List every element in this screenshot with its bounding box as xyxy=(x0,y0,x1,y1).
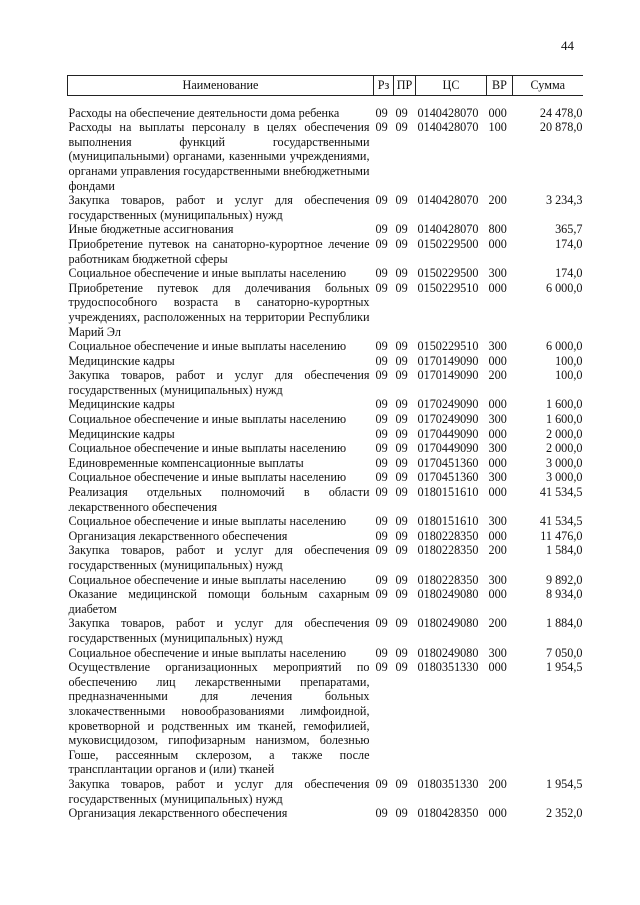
row-pr: 09 xyxy=(395,776,408,791)
row-vr: 300 xyxy=(488,339,507,354)
row-rz: 09 xyxy=(375,514,388,529)
row-cs: 0140428070 xyxy=(417,193,479,208)
row-vr: 300 xyxy=(488,441,507,456)
row-name: Социальное обеспечение и иные выплаты населению xyxy=(68,441,347,456)
row-rz: 09 xyxy=(375,397,388,412)
table-row xyxy=(68,806,583,821)
row-pr: 09 xyxy=(395,616,408,631)
row-name: Медицинские кадры xyxy=(68,397,175,412)
row-pr: 09 xyxy=(395,353,408,368)
table-row xyxy=(68,120,583,193)
row-cs: 0180249080 xyxy=(417,645,479,660)
row-vr: 000 xyxy=(488,236,507,251)
row-sum: 3 234,3 xyxy=(545,193,583,208)
row-cs: 0180428350 xyxy=(417,806,479,821)
row-pr: 09 xyxy=(395,426,408,441)
row-name: Закупка товаров, работ и услуг для обеспечения государственных (муниципальных) нужд xyxy=(68,776,370,806)
row-name: Реализация отдельных полномочий в области лекарственного обеспечения xyxy=(68,485,370,514)
row-name: Закупка товаров, работ и услуг для обеспечения государственных (муниципальных) нужд xyxy=(68,616,370,645)
row-rz: 09 xyxy=(375,543,388,558)
row-vr: 300 xyxy=(488,572,507,587)
row-sum: 1 884,0 xyxy=(545,616,583,631)
row-vr: 200 xyxy=(488,193,507,208)
row-pr: 09 xyxy=(395,441,408,456)
row-name: Социальное обеспечение и иные выплаты населению xyxy=(68,339,347,354)
table-row xyxy=(68,485,583,514)
row-vr: 300 xyxy=(488,266,507,281)
row-vr: 000 xyxy=(488,105,507,120)
row-vr: 100 xyxy=(488,120,507,135)
row-cs: 0170149090 xyxy=(417,353,479,368)
row-rz: 09 xyxy=(375,236,388,251)
row-sum: 365,7 xyxy=(555,222,583,237)
row-vr: 000 xyxy=(488,528,507,543)
row-cs: 0170149090 xyxy=(417,368,479,383)
row-cs: 0180228350 xyxy=(417,572,479,587)
row-pr: 09 xyxy=(395,528,408,543)
row-cs: 0180151610 xyxy=(417,485,479,500)
row-sum: 24 478,0 xyxy=(539,105,583,120)
row-cs: 0170249090 xyxy=(417,397,479,412)
row-sum: 3 000,0 xyxy=(545,455,583,470)
row-sum: 2 352,0 xyxy=(545,806,583,821)
row-sum: 8 934,0 xyxy=(545,587,583,602)
row-sum: 11 476,0 xyxy=(540,528,583,543)
row-rz: 09 xyxy=(375,485,388,500)
table-row xyxy=(68,106,583,121)
row-name: Единовременные компенсационные выплаты xyxy=(68,455,304,470)
row-pr: 09 xyxy=(395,266,408,281)
row-vr: 300 xyxy=(488,645,507,660)
table-row xyxy=(68,193,583,222)
row-vr: 000 xyxy=(488,485,507,500)
header-rz: Рз xyxy=(374,76,394,96)
budget-table xyxy=(67,75,583,821)
row-vr: 000 xyxy=(488,397,507,412)
row-cs: 0170249090 xyxy=(417,412,479,427)
row-cs: 0180151610 xyxy=(417,514,479,529)
row-sum: 6 000,0 xyxy=(545,280,583,295)
row-cs: 0150229510 xyxy=(417,280,479,295)
row-name: Социальное обеспечение и иные выплаты населению xyxy=(68,266,347,281)
row-name: Закупка товаров, работ и услуг для обеспечения государственных (муниципальных) нужд xyxy=(68,193,370,222)
row-sum: 1 600,0 xyxy=(545,397,583,412)
row-vr: 800 xyxy=(488,222,507,237)
row-name: Медицинские кадры xyxy=(68,353,175,368)
row-cs: 0170449090 xyxy=(417,441,479,456)
row-name: Иные бюджетные ассигнования xyxy=(68,222,234,237)
row-pr: 09 xyxy=(395,806,408,821)
table-row xyxy=(68,339,583,354)
row-rz: 09 xyxy=(375,645,388,660)
header-sum: Сумма xyxy=(513,76,583,96)
row-name: Социальное обеспечение и иные выплаты населению xyxy=(68,514,347,529)
row-rz: 09 xyxy=(375,455,388,470)
table-row xyxy=(68,777,583,806)
header-pr: ПР xyxy=(394,76,416,96)
row-rz: 09 xyxy=(375,572,388,587)
row-pr: 09 xyxy=(395,280,408,295)
table-row xyxy=(68,587,583,616)
row-cs: 0140428070 xyxy=(417,222,479,237)
table-row xyxy=(68,281,583,339)
row-sum: 6 000,0 xyxy=(545,339,583,354)
table-row xyxy=(68,441,583,456)
row-cs: 0170449090 xyxy=(417,426,479,441)
row-cs: 0150229510 xyxy=(417,339,479,354)
row-vr: 000 xyxy=(488,587,507,602)
header-name: Наименование xyxy=(68,76,374,96)
row-rz: 09 xyxy=(375,105,388,120)
row-pr: 09 xyxy=(395,339,408,354)
row-sum: 41 534,5 xyxy=(539,485,583,500)
row-name: Приобретение путевок на санаторно-курортное лечение работникам бюджетной сферы xyxy=(68,236,370,266)
row-sum: 7 050,0 xyxy=(545,645,583,660)
row-cs: 0180249080 xyxy=(417,616,479,631)
row-vr: 200 xyxy=(488,776,507,791)
row-pr: 09 xyxy=(395,470,408,485)
row-rz: 09 xyxy=(375,426,388,441)
row-sum: 1 584,0 xyxy=(545,543,583,558)
row-name: Оказание медицинской помощи больным сахарным диабетом xyxy=(68,587,370,616)
table-row xyxy=(68,427,583,442)
row-pr: 09 xyxy=(395,587,408,602)
row-rz: 09 xyxy=(375,470,388,485)
row-name: Социальное обеспечение и иные выплаты населению xyxy=(68,645,347,660)
row-name: Организация лекарственного обеспечения xyxy=(68,528,288,543)
table-row xyxy=(68,543,583,572)
row-vr: 000 xyxy=(488,280,507,295)
row-sum: 100,0 xyxy=(555,353,583,368)
row-vr: 000 xyxy=(488,353,507,368)
row-pr: 09 xyxy=(395,105,408,120)
row-name: Социальное обеспечение и иные выплаты населению xyxy=(68,572,347,587)
row-cs: 0180228350 xyxy=(417,528,479,543)
row-name: Социальное обеспечение и иные выплаты населению xyxy=(68,470,347,485)
row-pr: 09 xyxy=(395,193,408,208)
row-rz: 09 xyxy=(375,806,388,821)
row-pr: 09 xyxy=(395,543,408,558)
table-body xyxy=(68,95,583,821)
row-name: Осуществление организационных мероприятий по обеспечению лиц лекарственными препаратами, предназначенными для лечения больных злокачественными новообразованиями лимфоидной, кроветворной и родственных им тканей, гемофилией, муковисцидозом, гипофизарным нанизмом, болезнью Гоше, рассеянным склерозом, а также после трансплантации органов и (или) тканей xyxy=(68,660,370,777)
row-cs: 0150229500 xyxy=(417,266,479,281)
row-vr: 200 xyxy=(488,368,507,383)
row-cs: 0150229500 xyxy=(417,236,479,251)
row-rz: 09 xyxy=(375,776,388,791)
row-sum: 174,0 xyxy=(555,236,583,251)
row-rz: 09 xyxy=(375,353,388,368)
row-rz: 09 xyxy=(375,616,388,631)
row-vr: 200 xyxy=(488,543,507,558)
row-pr: 09 xyxy=(395,660,408,675)
row-vr: 300 xyxy=(488,470,507,485)
row-sum: 3 000,0 xyxy=(545,470,583,485)
row-pr: 09 xyxy=(395,397,408,412)
row-name: Закупка товаров, работ и услуг для обеспечения государственных (муниципальных) нужд xyxy=(68,543,370,572)
header-cs: ЦС xyxy=(416,76,487,96)
table-row xyxy=(68,616,583,645)
row-name: Расходы на обеспечение деятельности дома ребенка xyxy=(68,105,340,120)
table-header xyxy=(68,76,583,96)
row-rz: 09 xyxy=(375,280,388,295)
row-vr: 200 xyxy=(488,616,507,631)
row-cs: 0170451360 xyxy=(417,455,479,470)
row-pr: 09 xyxy=(395,455,408,470)
row-sum: 174,0 xyxy=(555,266,583,281)
row-pr: 09 xyxy=(395,645,408,660)
row-cs: 0180228350 xyxy=(417,543,479,558)
table-row xyxy=(68,397,583,412)
row-rz: 09 xyxy=(375,222,388,237)
row-pr: 09 xyxy=(395,120,408,135)
table-row xyxy=(68,412,583,427)
page-number: 44 xyxy=(561,38,574,53)
table-row xyxy=(68,266,583,281)
row-sum: 100,0 xyxy=(555,368,583,383)
row-name: Организация лекарственного обеспечения xyxy=(68,806,288,821)
row-sum: 2 000,0 xyxy=(545,426,583,441)
row-rz: 09 xyxy=(375,339,388,354)
row-rz: 09 xyxy=(375,120,388,135)
row-cs: 0170451360 xyxy=(417,470,479,485)
row-vr: 000 xyxy=(488,426,507,441)
table-row xyxy=(68,222,583,237)
row-vr: 000 xyxy=(488,455,507,470)
row-rz: 09 xyxy=(375,368,388,383)
row-name: Закупка товаров, работ и услуг для обеспечения государственных (муниципальных) нужд xyxy=(68,368,370,397)
row-rz: 09 xyxy=(375,412,388,427)
row-pr: 09 xyxy=(395,368,408,383)
row-cs: 0140428070 xyxy=(417,105,479,120)
row-vr: 300 xyxy=(488,514,507,529)
row-rz: 09 xyxy=(375,660,388,675)
table-row xyxy=(68,456,583,471)
table-row xyxy=(68,237,583,266)
header-vr: ВР xyxy=(487,76,513,96)
row-cs: 0140428070 xyxy=(417,120,479,135)
row-sum: 41 534,5 xyxy=(539,514,583,529)
row-sum: 2 000,0 xyxy=(545,441,583,456)
row-rz: 09 xyxy=(375,528,388,543)
row-cs: 0180351330 xyxy=(417,660,479,675)
table-row xyxy=(68,514,583,529)
row-pr: 09 xyxy=(395,485,408,500)
table-row xyxy=(68,368,583,397)
row-vr: 000 xyxy=(488,660,507,675)
row-name: Расходы на выплаты персоналу в целях обеспечения выполнения функций государственными (муниципальными) органами, казенными учреждениями, органами управления государственными внебюджетными фондами xyxy=(68,120,370,193)
row-pr: 09 xyxy=(395,222,408,237)
row-cs: 0180351330 xyxy=(417,776,479,791)
row-rz: 09 xyxy=(375,193,388,208)
row-vr: 000 xyxy=(488,806,507,821)
table-row xyxy=(68,646,583,661)
row-sum: 1 954,5 xyxy=(545,660,583,675)
row-sum: 1 954,5 xyxy=(545,776,583,791)
row-pr: 09 xyxy=(395,412,408,427)
row-name: Социальное обеспечение и иные выплаты населению xyxy=(68,412,347,427)
row-rz: 09 xyxy=(375,266,388,281)
row-pr: 09 xyxy=(395,514,408,529)
row-rz: 09 xyxy=(375,587,388,602)
row-cs: 0180249080 xyxy=(417,587,479,602)
table-row xyxy=(68,660,583,777)
table-row xyxy=(68,529,583,544)
row-vr: 300 xyxy=(488,412,507,427)
row-name: Приобретение путевок для долечивания больных трудоспособного возраста в санаторно-курортных учреждениях, расположенных на территории Республики Марий Эл xyxy=(68,280,370,339)
row-sum: 20 878,0 xyxy=(539,120,583,135)
row-pr: 09 xyxy=(395,236,408,251)
table-row xyxy=(68,573,583,588)
row-sum: 9 892,0 xyxy=(545,572,583,587)
row-name: Медицинские кадры xyxy=(68,426,175,441)
row-pr: 09 xyxy=(395,572,408,587)
table-row xyxy=(68,470,583,485)
row-rz: 09 xyxy=(375,441,388,456)
row-sum: 1 600,0 xyxy=(545,412,583,427)
table-row xyxy=(68,354,583,369)
